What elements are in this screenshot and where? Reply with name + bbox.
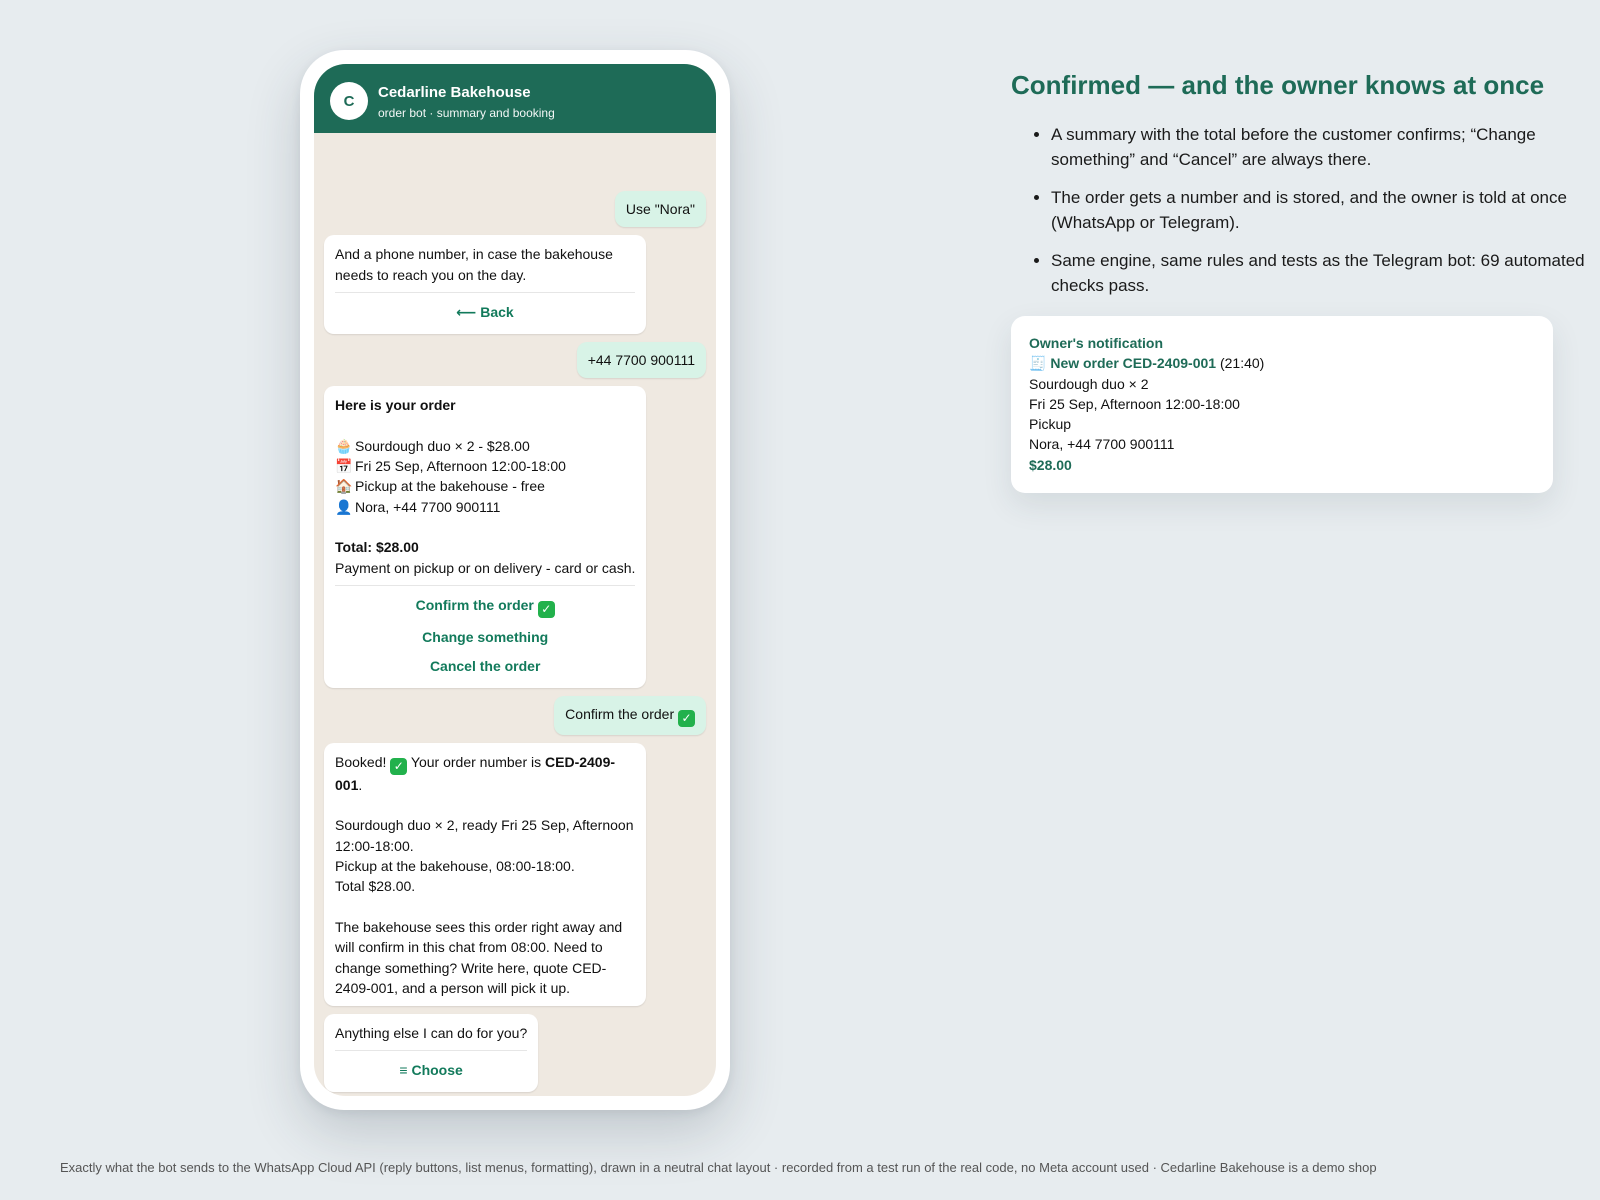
avatar: C	[330, 82, 368, 120]
choose-menu-button[interactable]: ≡ Choose	[399, 1062, 463, 1079]
outgoing-message: +44 7700 900111	[577, 342, 706, 378]
incoming-message	[324, 235, 646, 334]
check-mark-icon: ✓	[538, 601, 555, 618]
booking-details: Sourdough duo × 2, ready Fri 25 Sep, Afternoon 12:00-18:00.	[335, 817, 634, 854]
check-mark-icon: ✓	[678, 710, 695, 727]
notification-line: Fri 25 Sep, Afternoon 12:00-18:00	[1029, 395, 1240, 412]
booking-pickup: Pickup at the bakehouse, 08:00-18:00.	[335, 858, 575, 875]
outgoing-message: Confirm the order ✓	[554, 696, 706, 735]
message-text: Anything else I can do for you?	[335, 1025, 528, 1042]
notification-line: Nora, +44 7700 900111	[1029, 436, 1175, 453]
notification-heading: Owner's notification	[1029, 335, 1164, 351]
cancel-order-button[interactable]: Cancel the order	[429, 657, 541, 674]
check-mark-icon: ✓	[390, 758, 407, 775]
owner-notification-card	[1011, 316, 1553, 493]
person-icon: 👤	[335, 498, 353, 515]
notification-order-label: New order CED-2409-001	[1050, 355, 1217, 372]
summary-item: 👤 Nora, +44 7700 900111	[335, 497, 635, 517]
house-icon: 🏠	[335, 478, 353, 495]
summary-item: 🧁 Sourdough duo × 2 - $28.00	[335, 436, 635, 456]
notification-amount: $28.00	[1029, 456, 1072, 473]
message-list	[314, 133, 716, 1092]
chat-screen	[314, 64, 716, 1096]
feature-list	[1011, 122, 1599, 311]
message-row	[324, 1014, 706, 1092]
summary-payment: Payment on pickup or on delivery - card or cash.	[335, 559, 636, 576]
notification-order-line	[1029, 353, 1535, 373]
change-something-button[interactable]: Change something	[422, 628, 549, 645]
notification-time: (21:40)	[1219, 355, 1265, 372]
order-summary-message	[324, 386, 646, 688]
message-text: And a phone number, in case the bakehouse needs to reach you on the day.	[335, 246, 613, 283]
message-row	[324, 342, 706, 378]
notification-line: Sourdough duo × 2	[1029, 375, 1149, 392]
outgoing-message: Use "Nora"	[615, 191, 706, 227]
confirm-order-button[interactable]: Confirm the order ✓	[335, 586, 635, 622]
feature-item: • A summary with the total before the customer confirms; “Change something” and “Cancel” are always there.	[1051, 122, 1599, 172]
order-number: CED-2409-001	[335, 753, 616, 793]
booking-confirmation-message	[324, 743, 646, 1006]
summary-heading: Here is your order	[335, 397, 456, 414]
feature-item: • Same engine, same rules and tests as the Telegram bot: 69 automated checks pass.	[1051, 248, 1599, 298]
feature-item: • The order gets a number and is stored, and the owner is told at once (WhatsApp or Telegram).	[1051, 185, 1599, 235]
phone-frame	[300, 50, 730, 1110]
message-row	[324, 696, 706, 735]
booking-followup: The bakehouse sees this order right away and will confirm in this chat from 08:00. Need to change something? Write here, quote CED-2409-001, and a person will pick it up.	[335, 918, 623, 996]
incoming-message	[324, 1014, 538, 1092]
cupcake-icon: 🧁	[335, 437, 353, 454]
booked-line: Booked! ✓ Your order number is CED-2409-001.	[335, 753, 616, 793]
contact-subtitle: order bot · summary and booking	[378, 106, 555, 120]
summary-total: Total: $28.00	[335, 539, 419, 556]
message-row	[324, 191, 706, 227]
summary-item: 📅 Fri 25 Sep, Afternoon 12:00-18:00	[335, 456, 635, 476]
footer-note: Exactly what the bot sends to the WhatsApp Cloud API (reply buttons, list menus, formatting), drawn in a neutral chat layout · recorded from a test run of the real code, no Meta account used · Cedarline Bakehouse is a demo shop	[60, 1160, 1377, 1175]
page-title: Confirmed — and the owner knows at once	[1011, 70, 1545, 100]
message-row	[324, 235, 706, 334]
back-button[interactable]: ⟵ Back	[456, 303, 514, 320]
booking-total: Total $28.00.	[335, 878, 416, 895]
chat-header	[314, 64, 716, 133]
calendar-icon: 📅	[335, 458, 353, 475]
summary-item: 🏠 Pickup at the bakehouse - free	[335, 476, 635, 496]
receipt-icon: 🧾	[1029, 355, 1047, 372]
message-row	[324, 386, 706, 688]
notification-line: Pickup	[1029, 416, 1072, 433]
contact-name: Cedarline Bakehouse	[378, 84, 531, 101]
message-row	[324, 743, 706, 1006]
